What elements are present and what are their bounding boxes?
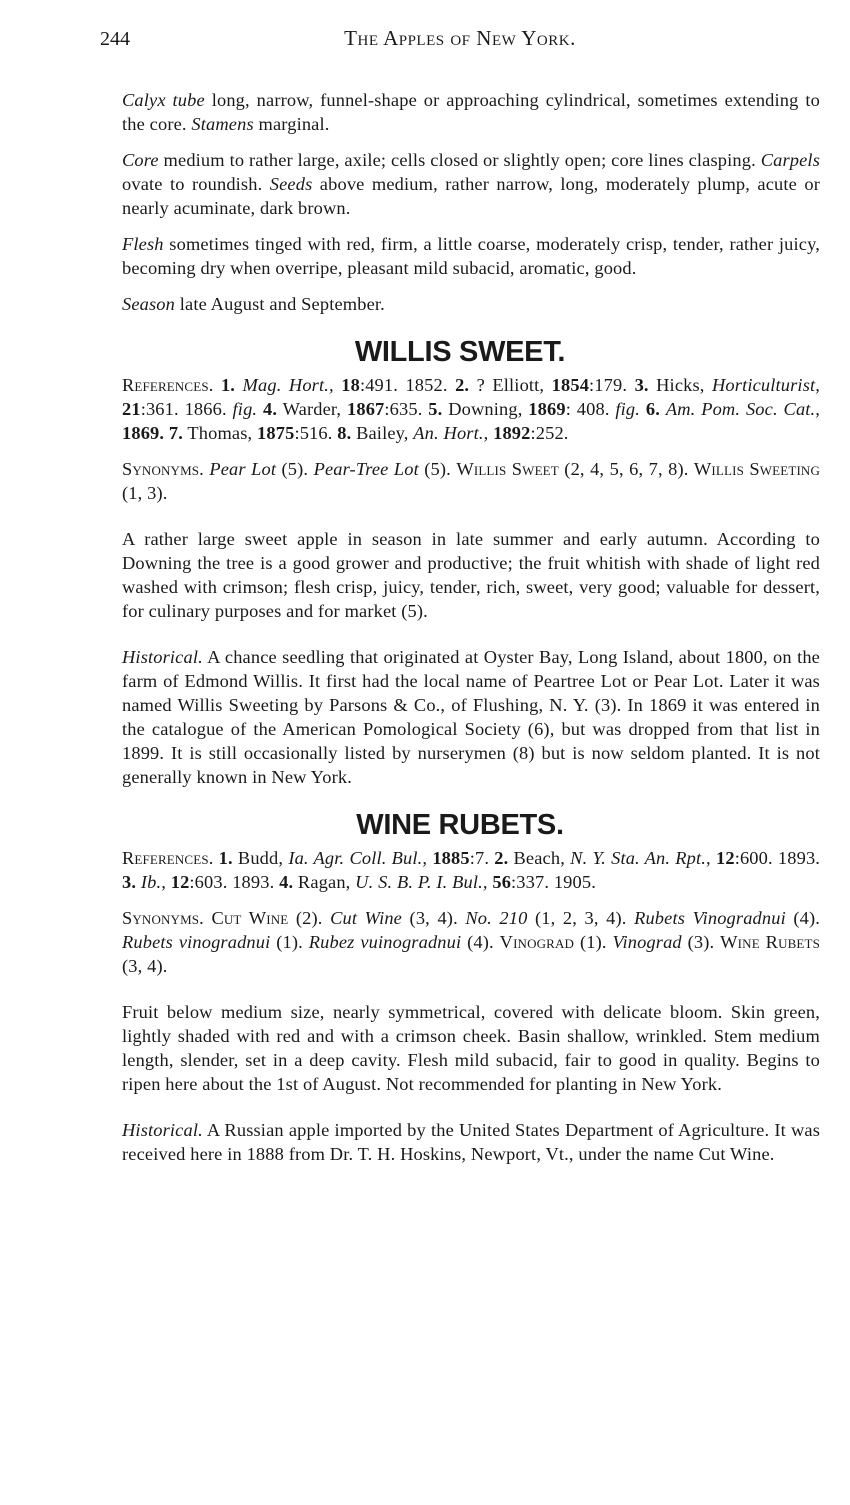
- text-run: :516.: [294, 423, 338, 443]
- paragraph: [100, 457, 820, 505]
- text-run: (2).: [288, 908, 331, 928]
- page-number: 244: [100, 28, 130, 50]
- paragraph: [100, 373, 820, 445]
- small-caps-label: Synonyms.: [122, 908, 204, 928]
- text-run: (1).: [270, 932, 309, 952]
- text-run: [213, 375, 220, 395]
- paragraph: [100, 1000, 820, 1096]
- bold-number: 2.: [455, 375, 470, 395]
- text-run: above medium, rather narrow, long, moderately plump, acute or nearly acuminate, dark brown.: [122, 174, 820, 218]
- small-caps-label: Willis Sweeting: [693, 459, 820, 479]
- paragraph: [100, 88, 820, 136]
- bold-number: 1.: [220, 375, 236, 395]
- text-run: :252.: [530, 423, 569, 443]
- page-body: [100, 88, 820, 1178]
- text-run: (1, 2, 3, 4).: [527, 908, 635, 928]
- bold-number: 1854: [551, 375, 590, 395]
- bold-number: 1869: [528, 399, 566, 419]
- small-caps-label: Vinograd: [499, 932, 575, 952]
- text-run: :179.: [589, 375, 635, 395]
- paragraph: [100, 527, 820, 623]
- text-run: (5).: [276, 459, 314, 479]
- bold-number: 1875: [257, 423, 295, 443]
- italic-text: fig.: [615, 399, 641, 419]
- bold-number: 1869.: [122, 423, 165, 443]
- text-run: sometimes tinged with red, firm, a little coarse, moderately crisp, tender, rather juicy, becoming dry when overripe, pleasant mild subacid, aromatic, good.: [122, 234, 820, 278]
- text-run: (1).: [574, 932, 613, 952]
- italic-text: Vinograd: [612, 932, 682, 952]
- text-run: A rather large sweet apple in season in late summer and early autumn. According to Downing the tree is a good grower and productive; the fruit whitish with shade of light red washed with crimson; flesh crisp, juicy, tender, rich, sweet, very good; valuable for dessert, for culinary purposes and for market (5).: [122, 529, 820, 621]
- text-run: Hicks,: [648, 375, 712, 395]
- italic-text: Pear-Tree Lot: [313, 459, 419, 479]
- italic-text: Ib.,: [140, 872, 166, 892]
- text-run: Fruit below medium size, nearly symmetrical, covered with delicate bloom. Skin green, lightly shaded with red and with a crimson cheek. Basin shallow, wrinkled. Stem medium length, slender, set in a deep cavity. Flesh mild subacid, fair to good in quality. Begins to ripen here about the 1st of August. Not recommended for planting in New York.: [122, 1002, 820, 1094]
- text-run: A chance seedling that originated at Oyster Bay, Long Island, about 1800, on the farm of Edmond Willis. It first had the local name of Peartree Lot or Pear Lot. Later it was named Willis Sweeting by Parsons & Co., of Flushing, N. Y. (3). In 1869 it was entered in the catalogue of the American Pomological Society (6), but was dropped from that list in 1899. It is still occasionally listed by nurserymen (8) but is now seldom planted. It is not generally known in New York.: [122, 647, 820, 787]
- text-run: ? Elliott,: [469, 375, 552, 395]
- paragraph: [100, 148, 820, 220]
- italic-text: Flesh: [122, 234, 164, 254]
- bold-number: 4.: [263, 399, 278, 419]
- text-run: medium to rather large, axile; cells closed or slightly open; core lines clasping.: [158, 150, 761, 170]
- section-heading: WILLIS SWEET.: [354, 336, 566, 368]
- text-run: : 408.: [565, 399, 616, 419]
- bold-number: 1.: [218, 848, 233, 868]
- italic-text: Core: [122, 150, 159, 170]
- text-run: long, narrow, funnel-shape or approaching cylindrical, sometimes extending to the core.: [122, 90, 820, 134]
- paragraph: [100, 232, 820, 280]
- small-caps-label: Wine Rubets: [720, 932, 820, 952]
- section-heading: WINE RUBETS.: [356, 809, 564, 841]
- text-run: :603. 1893.: [189, 872, 280, 892]
- paragraph: [100, 1118, 820, 1166]
- italic-text: Historical.: [122, 1120, 203, 1140]
- italic-text: Mag. Hort.,: [242, 375, 334, 395]
- text-run: (4).: [785, 908, 821, 928]
- text-run: :361. 1866.: [140, 399, 233, 419]
- bold-number: 12: [715, 848, 735, 868]
- small-caps-label: Synonyms.: [122, 459, 204, 479]
- paragraph: [100, 645, 820, 789]
- text-run: (3, 4).: [122, 956, 168, 976]
- bold-number: 21: [122, 399, 141, 419]
- italic-text: Carpels: [760, 150, 820, 170]
- text-run: A Russian apple imported by the United States Department of Agriculture. It was received here in 1888 from Dr. T. H. Hoskins, Newport, Vt., under the name Cut Wine.: [122, 1120, 820, 1164]
- text-run: ovate to roundish.: [122, 174, 270, 194]
- text-run: (1, 3).: [122, 483, 168, 503]
- italic-text: Historical.: [122, 647, 203, 667]
- small-caps-label: References.: [122, 375, 214, 395]
- bold-number: 1885: [432, 848, 470, 868]
- text-run: Downing,: [442, 399, 529, 419]
- bold-number: 8.: [337, 423, 352, 443]
- text-run: Ragan,: [293, 872, 356, 892]
- italic-text: Horticulturist,: [712, 375, 821, 395]
- italic-text: Rubez vuinogradnui: [308, 932, 462, 952]
- bold-number: 3.: [122, 872, 137, 892]
- italic-text: fig.: [232, 399, 258, 419]
- bold-number: 6.: [645, 399, 660, 419]
- text-run: marginal.: [253, 114, 330, 134]
- text-run: (3, 4).: [402, 908, 466, 928]
- text-run: :7.: [469, 848, 495, 868]
- small-caps-label: Willis Sweet: [456, 459, 559, 479]
- text-run: late August and September.: [175, 294, 385, 314]
- paragraph: [100, 292, 820, 316]
- bold-number: 1867: [347, 399, 385, 419]
- bold-number: 1892: [493, 423, 531, 443]
- italic-text: Stamens: [191, 114, 254, 134]
- bold-number: 2.: [494, 848, 509, 868]
- italic-text: No. 210: [465, 908, 528, 928]
- running-title: The Apples of New York.: [344, 26, 576, 50]
- text-run: (5).: [418, 459, 457, 479]
- text-run: Thomas,: [182, 423, 258, 443]
- text-run: Warder,: [277, 399, 348, 419]
- text-run: Beach,: [508, 848, 571, 868]
- bold-number: 18: [341, 375, 360, 395]
- italic-text: N. Y. Sta. An. Rpt.,: [570, 848, 711, 868]
- text-run: :491. 1852.: [359, 375, 456, 395]
- italic-text: Am. Pom. Soc. Cat.,: [665, 399, 821, 419]
- italic-text: Season: [122, 294, 176, 314]
- italic-text: Rubets vinogradnui: [122, 932, 271, 952]
- small-caps-label: References.: [122, 848, 214, 868]
- italic-text: Pear Lot: [209, 459, 277, 479]
- text-run: (4).: [461, 932, 500, 952]
- text-run: :600. 1893.: [734, 848, 821, 868]
- text-run: (3).: [681, 932, 721, 952]
- page-header: [100, 26, 820, 56]
- text-run: Bailey,: [351, 423, 414, 443]
- italic-text: An. Hort.,: [413, 423, 489, 443]
- text-run: [235, 375, 242, 395]
- italic-text: Ia. Agr. Coll. Bul.,: [288, 848, 428, 868]
- italic-text: Seeds: [269, 174, 313, 194]
- bold-number: 7.: [168, 423, 183, 443]
- paragraph: [100, 846, 820, 894]
- text-run: :337. 1905.: [511, 872, 596, 892]
- bold-number: 3.: [634, 375, 649, 395]
- bold-number: 56: [492, 872, 512, 892]
- text-run: :635.: [384, 399, 429, 419]
- text-run: Budd,: [232, 848, 289, 868]
- small-caps-label: Cut Wine: [211, 908, 289, 928]
- bold-number: 5.: [428, 399, 443, 419]
- italic-text: Cut Wine: [330, 908, 402, 928]
- bold-number: 12: [170, 872, 190, 892]
- italic-text: Rubets Vinogradnui: [634, 908, 786, 928]
- italic-text: U. S. B. P. I. Bul.,: [355, 872, 488, 892]
- paragraph: [100, 906, 820, 978]
- bold-number: 4.: [279, 872, 294, 892]
- text-run: (2, 4, 5, 6, 7, 8).: [558, 459, 694, 479]
- italic-text: Calyx tube: [122, 90, 205, 110]
